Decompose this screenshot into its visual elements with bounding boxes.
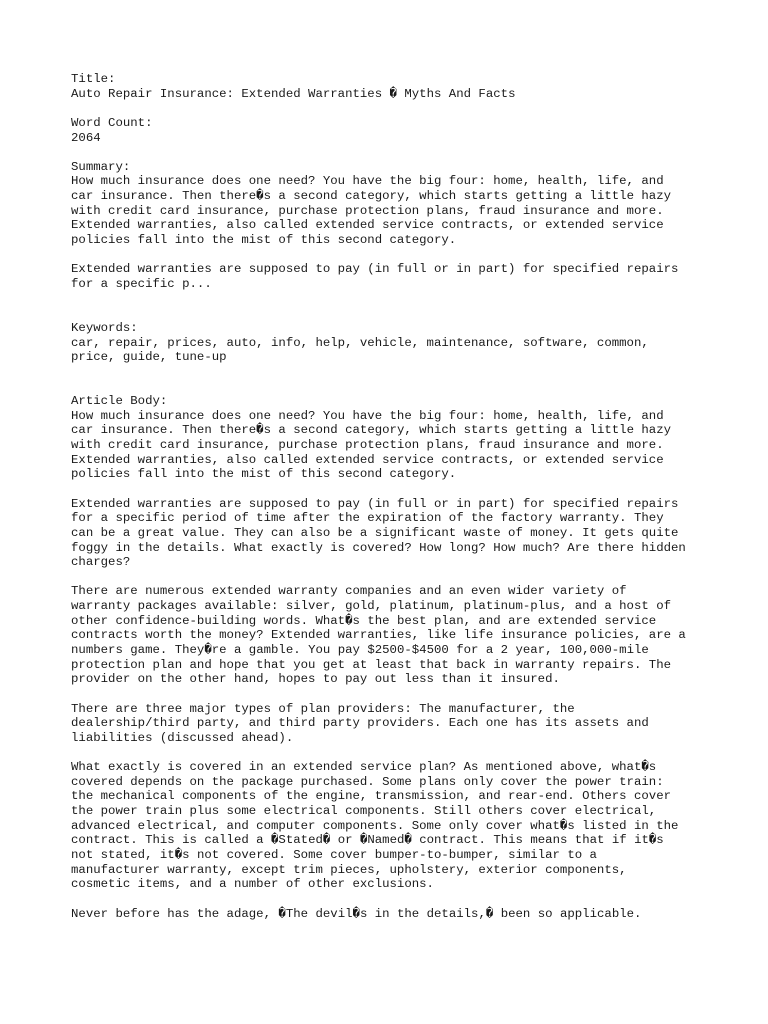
document-page: [71, 72, 721, 921]
text-line: liabilities (discussed ahead).: [71, 730, 294, 745]
text-line: contract. This is called a �Stated� or �Named� contract. This means that if it�s: [71, 833, 664, 848]
text-line: with credit card insurance, purchase protection plans, fraud insurance and more.: [71, 203, 664, 218]
summary-label: Summary:: [71, 159, 131, 174]
article-paragraph: [71, 702, 721, 746]
text-line: cosmetic items, and a number of other exclusions.: [71, 877, 434, 892]
text-line: the mechanical components of the engine, transmission, and rear-end. Others cover: [71, 789, 672, 804]
text-line: car insurance. Then there�s a second category, which starts getting a little hazy: [71, 423, 672, 438]
text-line: not stated, it�s not covered. Some cover bumper-to-bumper, similar to a: [71, 847, 597, 862]
article-paragraph: [71, 497, 721, 570]
text-line: Extended warranties, also called extended service contracts, or extended service: [71, 452, 664, 467]
text-line: policies fall into the mist of this second category.: [71, 233, 457, 248]
text-line: foggy in the details. What exactly is covered? How long? How much? Are there hidden: [71, 540, 686, 555]
text-line: with credit card insurance, purchase protection plans, fraud insurance and more.: [71, 438, 664, 453]
text-line: can be a great value. They can also be a significant waste of money. It gets quite: [71, 525, 679, 540]
summary-section: [71, 174, 721, 291]
text-line: the power train plus some electrical components. Still others cover electrical,: [71, 804, 657, 819]
text-line: Never before has the adage, �The devil�s in the details,� been so applicable.: [71, 906, 642, 921]
text-line: There are three major types of plan providers: The manufacturer, the: [71, 701, 575, 716]
word-count-value: 2064: [71, 130, 101, 145]
text-line: protection plan and hope that you get at least that back in warranty repairs. The: [71, 657, 672, 672]
text-line: for a specific p...: [71, 276, 212, 291]
text-line: provider on the other hand, hopes to pay out less than it insured.: [71, 672, 560, 687]
text-line: policies fall into the mist of this second category.: [71, 467, 457, 482]
article-paragraph: [71, 907, 721, 922]
text-line: advanced electrical, and computer components. Some only cover what�s listed in the: [71, 818, 679, 833]
document-title: Auto Repair Insurance: Extended Warranties � Myths And Facts: [71, 86, 516, 101]
article-body: [71, 409, 721, 921]
text-line: car, repair, prices, auto, info, help, vehicle, maintenance, software, common,: [71, 335, 649, 350]
title-label: Title:: [71, 72, 116, 86]
text-line: for a specific period of time after the expiration of the factory warranty. They: [71, 511, 664, 526]
text-line: There are numerous extended warranty companies and an even wider variety of: [71, 584, 627, 599]
article-body-label: Article Body:: [71, 394, 168, 409]
summary-paragraph: [71, 174, 721, 247]
text-line: other confidence-building words. What�s the best plan, and are extended service: [71, 613, 657, 628]
text-line: price, guide, tune-up: [71, 350, 227, 365]
text-line: Extended warranties, also called extended service contracts, or extended service: [71, 218, 664, 233]
text-line: Extended warranties are supposed to pay (in full or in part) for specified repairs: [71, 262, 679, 277]
text-line: How much insurance does one need? You have the big four: home, health, life, and: [71, 408, 664, 423]
text-line: contracts worth the money? Extended warranties, like life insurance policies, are a: [71, 628, 686, 643]
article-paragraph: [71, 760, 721, 892]
text-line: What exactly is covered in an extended service plan? As mentioned above, what�s: [71, 760, 657, 775]
text-line: warranty packages available: silver, gold, platinum, platinum-plus, and a host of: [71, 599, 672, 614]
text-line: car insurance. Then there�s a second category, which starts getting a little hazy: [71, 189, 672, 204]
text-line: manufacturer warranty, except trim pieces, upholstery, exterior components,: [71, 862, 627, 877]
text-line: dealership/third party, and third party providers. Each one has its assets and: [71, 716, 649, 731]
text-line: How much insurance does one need? You have the big four: home, health, life, and: [71, 174, 664, 189]
word-count-label: Word Count:: [71, 115, 153, 130]
summary-paragraph: [71, 262, 721, 291]
article-paragraph: [71, 584, 721, 686]
keywords-list: [71, 336, 721, 365]
text-line: covered depends on the package purchased. Some plans only cover the power train:: [71, 774, 664, 789]
text-line: numbers game. They�re a gamble. You pay $2500-$4500 for a 2 year, 100,000-mile: [71, 643, 649, 658]
keywords-label: Keywords:: [71, 320, 138, 335]
text-line: charges?: [71, 555, 131, 570]
article-paragraph: [71, 409, 721, 482]
text-line: Extended warranties are supposed to pay (in full or in part) for specified repairs: [71, 496, 679, 511]
